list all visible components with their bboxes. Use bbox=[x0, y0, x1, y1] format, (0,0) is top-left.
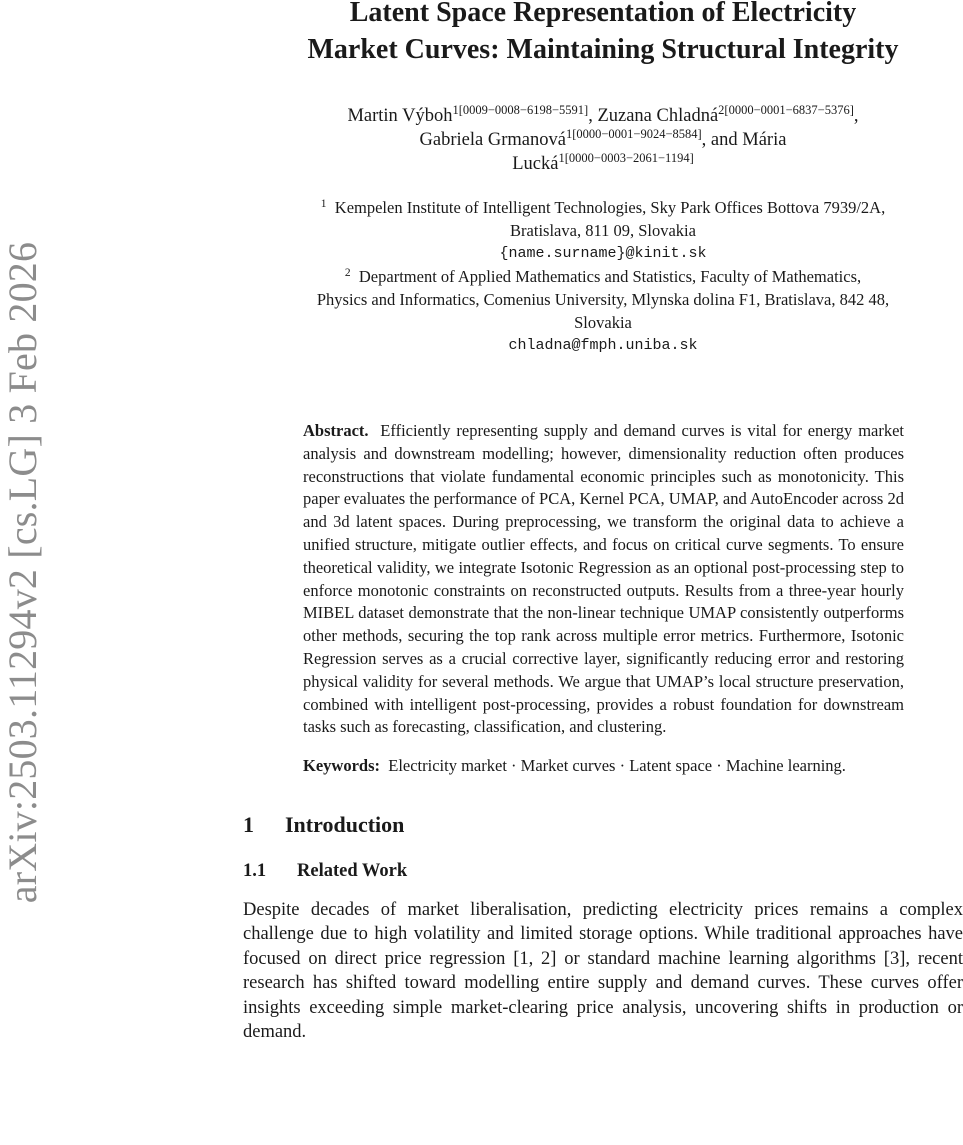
abstract-paragraph bbox=[303, 420, 904, 739]
abstract-label: Abstract. bbox=[303, 421, 369, 440]
author-line-3 bbox=[243, 152, 963, 176]
affiliation-number: 1 bbox=[320, 198, 327, 210]
title-line-1: Latent Space Representation of Electricity bbox=[349, 0, 857, 28]
arxiv-identifier: arXiv:2503.11294v2 [cs.LG] 3 Feb 2026 bbox=[0, 241, 46, 904]
arxiv-sidebar bbox=[0, 0, 46, 1145]
author-orcid: 1[0000−0001−9024−8584] bbox=[565, 127, 702, 141]
author-separator: , bbox=[588, 106, 598, 126]
author-orcid: 1[0009−0008−6198−5591] bbox=[452, 103, 589, 117]
author-line-2 bbox=[243, 128, 963, 152]
affiliation-2-line-1: $^2$ Department of Applied Mathematics and Statistics, Faculty of Mathematics, bbox=[344, 267, 862, 286]
paper-title bbox=[243, 0, 963, 68]
affiliation-1-line-2: Bratislava, 811 09, Slovakia bbox=[510, 221, 696, 240]
author-name: Martin Výboh bbox=[347, 106, 453, 126]
subsection-title: Related Work bbox=[297, 860, 408, 881]
author-line-1: Martin Výboh$^{1[0009-0008-6198-5591]}$, Zuzana Chladná$^{2[0000-0001-6837-5376]}$, bbox=[347, 103, 859, 126]
affiliation-number: 2 bbox=[344, 267, 351, 279]
affiliation-1-line-1: $^1$ Kempelen Institute of Intelligent Technologies, Sky Park Offices Bottova 7939/2A, bbox=[320, 198, 886, 217]
abstract bbox=[303, 420, 904, 778]
author-separator: , and bbox=[701, 130, 743, 150]
subsection-number: 1.1 bbox=[243, 860, 267, 881]
paper-page bbox=[243, 0, 963, 1045]
subsection-heading-related-work bbox=[243, 861, 963, 882]
title-line-2: Market Curves: Maintaining Structural Integrity bbox=[307, 34, 899, 65]
affiliation-2-email: chladna@fmph.uniba.sk bbox=[508, 337, 698, 354]
keywords-label: Keywords: bbox=[303, 756, 380, 776]
affiliation-2-line-3: Slovakia bbox=[574, 313, 632, 332]
section-number: 1 bbox=[243, 811, 254, 837]
author-name-part: Lucká bbox=[512, 154, 559, 174]
section-heading-introduction bbox=[243, 812, 963, 838]
keywords-text: Electricity market · Market curves · Latent space · Machine learning. bbox=[388, 756, 846, 776]
author-list bbox=[243, 104, 963, 176]
author-orcid: 1[0000−0003−2061−1194] bbox=[558, 151, 694, 165]
affiliations bbox=[243, 196, 963, 357]
author-name: Gabriela Grmanová bbox=[419, 130, 566, 150]
affiliation-1-email: {name.surname}@kinit.sk bbox=[499, 245, 707, 262]
affiliation-2-line-2: Physics and Informatics, Comenius University, Mlynska dolina F1, Bratislava, 842 48, bbox=[316, 290, 890, 309]
section-title: Introduction bbox=[285, 811, 405, 837]
keywords bbox=[303, 755, 904, 778]
abstract-text: Efficiently representing supply and demand curves is vital for energy market analysis and downstream modelling; however, dimensionality reduction often produces reconstructions that violate fundamental economic principles such as monotonicity. This paper evaluates the performance of PCA, Kernel PCA, UMAP, and AutoEncoder across 2d and 3d latent spaces. During preprocessing, we transform the original data to achieve a unified structure, mitigate outlier effects, and focus on critical curve segments. To ensure theoretical validity, we integrate Isotonic Regression as an optional post-processing step to enforce monotonic constraints on reconstructed outputs. Results from a three-year hourly MIBEL dataset demonstrate that the non-linear technique UMAP consistently outperforms other methods, securing the top rank across multiple error metrics. Furthermore, Isotonic Regression serves as a crucial corrective layer, significantly reducing error and restoring physical validity for several methods. We argue that UMAP’s local structure preservation, combined with intelligent post-processing, provides a robust foundation for downstream tasks such as forecasting, classification, and clustering. bbox=[303, 421, 904, 737]
author-name-part: Mária bbox=[742, 130, 787, 150]
intro-paragraph: Despite decades of market liberalisation, predicting electricity prices remains a complex challenge due to high volatility and limited storage options. While traditional approaches have focused on direct price regression [1, 2] or standard machine learning algorithms [3], recent research has shifted toward modelling entire supply and demand curves. These curves offer insights exceeding simple market-clearing price analysis, uncovering shifts in production or demand. bbox=[243, 899, 963, 1043]
author-orcid: 2[0000−0001−6837−5376] bbox=[718, 103, 854, 117]
author-name: Zuzana Chladná bbox=[597, 106, 719, 126]
